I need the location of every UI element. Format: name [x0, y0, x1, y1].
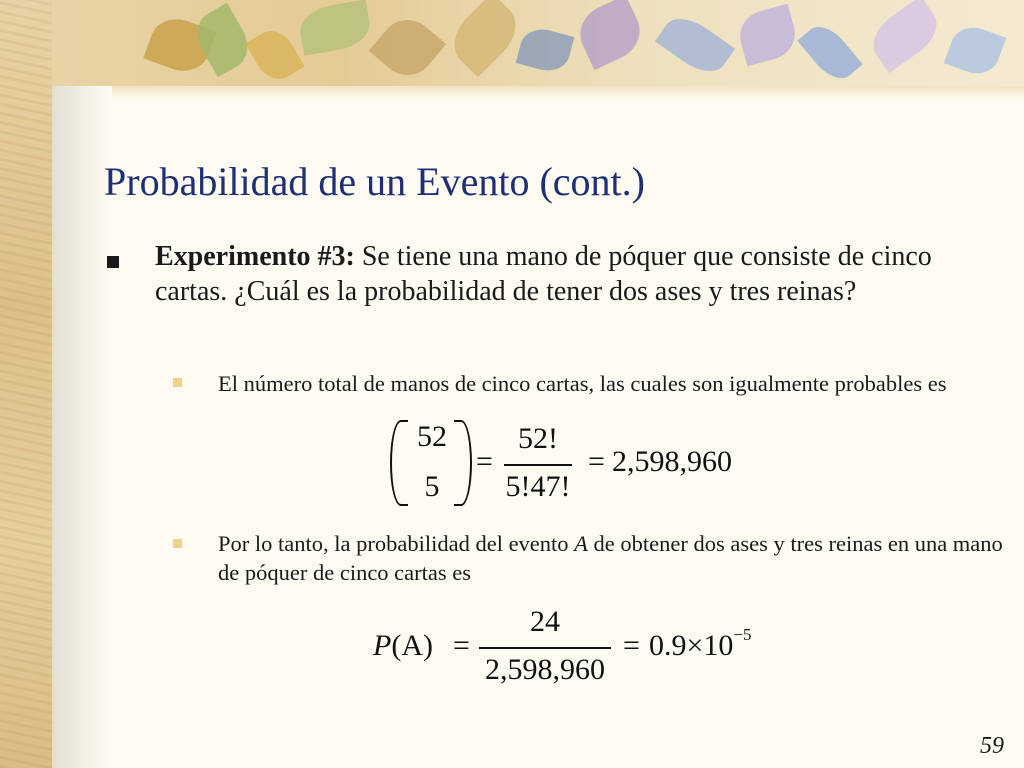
probability-argument: (A): [391, 629, 433, 662]
fraction-denominator: 5!47!: [505, 470, 571, 503]
bullet-marker: [107, 256, 119, 268]
fraction-bar: [479, 647, 611, 649]
fraction-bar: [504, 464, 572, 466]
binom-bottom: 5: [424, 470, 440, 503]
result-exponent: −5: [733, 625, 752, 644]
top-band-fade: [52, 86, 1024, 100]
bullet-label: Experimento #3:: [155, 241, 355, 272]
parchment-left-strip: [0, 0, 52, 768]
sub-bullet-text-part: Por lo tanto, la probabilidad del evento: [218, 531, 575, 556]
event-variable: A: [574, 531, 588, 556]
fraction-numerator: 24: [530, 605, 560, 638]
equals-sign: =: [623, 629, 640, 662]
sub-bullet-text: El número total de manos de cinco cartas, las cuales son igualmente probables es: [218, 371, 947, 396]
formula-total-hands: [390, 420, 750, 512]
slide-title: Probabilidad de un Evento (cont.): [104, 159, 645, 204]
result-mantissa: 0.9×10: [649, 629, 734, 662]
fraction-numerator: 52!: [518, 422, 558, 455]
sub-bullet-marker: [173, 378, 182, 387]
left-shadow: [52, 86, 112, 768]
fraction-denominator: 2,598,960: [485, 653, 605, 686]
page-number: 59: [980, 733, 1004, 759]
bullet-paragraph: [155, 240, 985, 309]
probability-lhs: [373, 629, 433, 663]
sub-bullet-marker: [173, 539, 182, 548]
left-paren: [390, 420, 408, 506]
probability-symbol: P: [373, 629, 392, 662]
sub-bullet-text: [218, 529, 1008, 587]
equals-sign: =: [588, 445, 605, 478]
probability-result: [649, 625, 752, 663]
right-paren: [454, 420, 472, 506]
equals-sign: =: [453, 629, 470, 662]
formula-probability: [373, 605, 793, 695]
sub-bullet-text-part: de obtener dos ases y tres reinas en una mano de póquer de cinco cartas es: [218, 531, 1003, 585]
equals-sign: =: [476, 445, 493, 478]
binom-top: 52: [417, 420, 447, 453]
formula-result: 2,598,960: [612, 445, 732, 478]
bullet-text: Se tiene una mano de póquer que consiste de cinco cartas. ¿Cuál es la probabilidad de tener dos ases y tres reinas?: [155, 241, 932, 307]
